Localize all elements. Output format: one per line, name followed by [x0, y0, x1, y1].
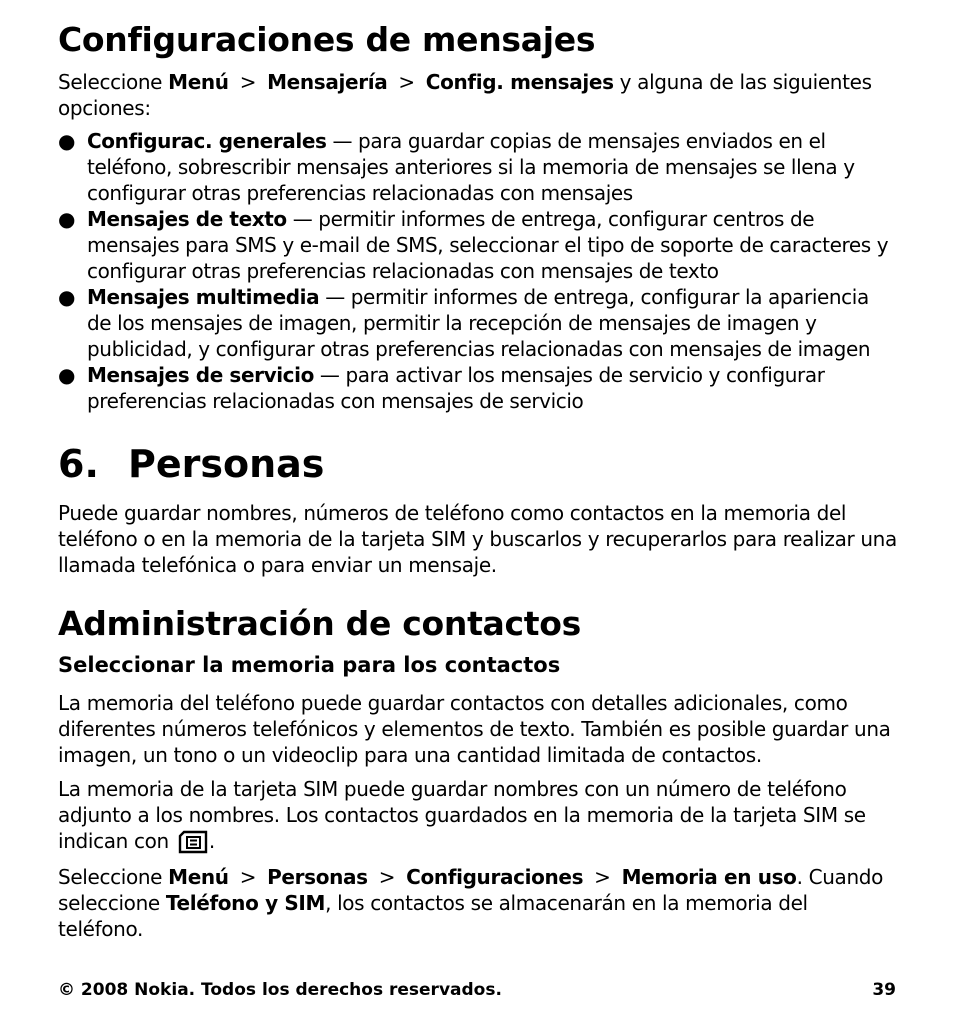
- paragraph: [58, 864, 898, 942]
- menu-path-item: Mensajería: [267, 70, 388, 94]
- bullet-icon: ●: [58, 129, 76, 153]
- intro-prefix: Seleccione: [58, 70, 163, 94]
- option-term: Configurac. generales: [87, 129, 327, 153]
- path-separator: >: [239, 70, 257, 94]
- path-separator: >: [398, 70, 415, 94]
- para-prefix: Seleccione: [58, 865, 163, 889]
- menu-path-item: Menú: [168, 865, 229, 889]
- path-separator: >: [594, 865, 611, 889]
- path-separator: >: [239, 865, 257, 889]
- option-term: Mensajes de texto: [87, 207, 287, 231]
- list-item: [58, 284, 898, 362]
- section-title: Administración de contactos: [58, 604, 581, 643]
- page-footer: [58, 978, 896, 1002]
- para-suffix: , los contactos se almacenarán en la memoria del teléfono.: [58, 891, 808, 941]
- option-term: Mensajes multimedia: [87, 285, 320, 309]
- chapter-number: 6.: [58, 442, 99, 486]
- list-item: [58, 362, 898, 414]
- option-desc: — para activar los mensajes de servicio y configurar preferencias relacionadas con mensajes de servicio: [87, 363, 825, 413]
- chapter-intro: Puede guardar nombres, números de teléfono como contactos en la memoria del teléfono o en la memoria de la tarjeta SIM y buscarlos y recuperarlos para realizar una llamada telefónica o para enviar un mensaje.: [58, 501, 897, 577]
- bullet-icon: ●: [58, 207, 76, 231]
- list-item: [58, 128, 898, 206]
- chapter-title: [58, 441, 324, 487]
- paragraph-end: .: [208, 829, 215, 853]
- path-separator: >: [378, 865, 396, 889]
- intro-suffix: y alguna de las siguientes opciones:: [58, 70, 872, 120]
- menu-path-item: Configuraciones: [406, 865, 584, 889]
- page-number: 39: [872, 980, 896, 1000]
- menu-path-item: Menú: [168, 70, 229, 94]
- paragraph: La memoria del teléfono puede guardar contactos con detalles adicionales, como diferentes números telefónicos y elementos de texto. También es posible guardar una imagen, un tono o un videoclip para una cantidad limitada de contactos.: [58, 691, 891, 767]
- option-desc: — para guardar copias de mensajes enviados en el teléfono, sobrescribir mensajes anteriores si la memoria de mensajes se llena y configurar otras preferencias relacionadas con mensajes: [87, 129, 855, 205]
- menu-path-item: Memoria en uso: [621, 865, 797, 889]
- paragraph: [58, 776, 898, 860]
- chapter-name: Personas: [128, 442, 325, 486]
- para-mid: . Cuando seleccione: [58, 865, 883, 915]
- section-title: Configuraciones de mensajes: [58, 20, 596, 59]
- menu-path-item: Personas: [267, 865, 368, 889]
- options-list: [58, 128, 898, 414]
- bullet-icon: ●: [58, 285, 76, 309]
- option-desc: — permitir informes de entrega, configurar centros de mensajes para SMS y e-mail de SMS, seleccionar el tipo de soporte de caracteres y configurar otras preferencias relacionadas con mensajes de texto: [87, 207, 889, 283]
- copyright-text: © 2008 Nokia. Todos los derechos reservados.: [58, 980, 502, 1000]
- sim-card-icon: [177, 830, 209, 860]
- option-name: Teléfono y SIM: [165, 891, 326, 915]
- menu-path-item: Config. mensajes: [425, 70, 614, 94]
- option-term: Mensajes de servicio: [87, 363, 314, 387]
- option-desc: — permitir informes de entrega, configurar la apariencia de los mensajes de imagen, permitir la recepción de mensajes de imagen y publicidad, y configurar otras preferencias relacionadas con mensajes de imagen: [87, 285, 871, 361]
- subsection-title: Seleccionar la memoria para los contactos: [58, 653, 561, 677]
- menu-path-intro: [58, 69, 898, 121]
- list-item: [58, 206, 898, 284]
- paragraph-text: La memoria de la tarjeta SIM puede guardar nombres con un número de teléfono adjunto a los nombres. Los contactos guardados en la memoria de la tarjeta SIM se indican con: [58, 777, 866, 853]
- bullet-icon: ●: [58, 363, 76, 387]
